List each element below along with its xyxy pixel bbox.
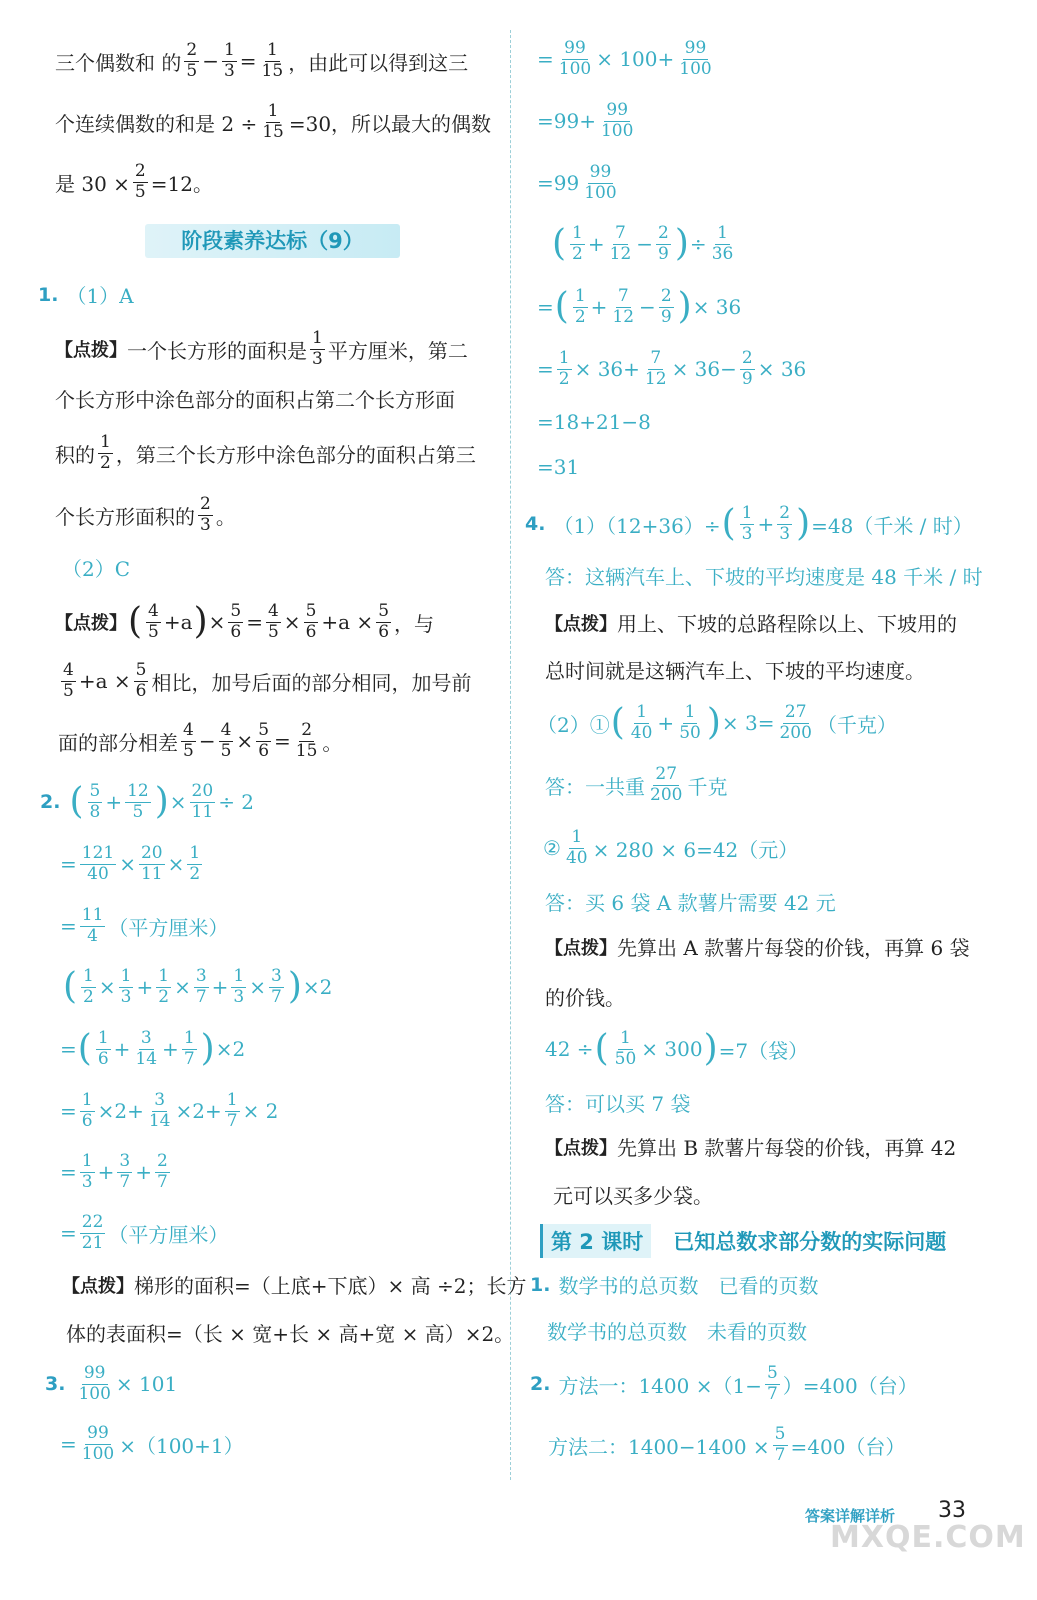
tip-line: $\frac{4}{5}$ +a × $\frac{5}{6}$ 相比，加号后面的部分相同，加号前	[63, 660, 472, 701]
parenthesis: (	[63, 966, 78, 1008]
answer-line: 答：买 6 袋 A 款薯片需要 42 元	[545, 891, 836, 915]
question-2-line: = $\frac{11}{4}$ （平方厘米）	[60, 905, 229, 946]
text-line: 是 30 × $\frac{2}{5}$ =12。	[55, 161, 213, 202]
question-2-line: = $\frac{1}{3}$ + $\frac{3}{7}$ + $\frac{2}{7}$	[60, 1151, 168, 1192]
fraction: $\frac{4}{5}$	[220, 720, 232, 761]
fraction: $\frac{2}{9}$	[741, 348, 753, 389]
fraction: $\frac{1}{2}$	[158, 966, 170, 1007]
question-2-line: ( $\frac{1}{2}$ × $\frac{1}{3}$ + $\frac{1}{2}$ × $\frac{3}{7}$ + $\frac{1}{3}$ × $\frac{3}{7}$ ) ×2	[63, 966, 333, 1008]
fraction: $\frac{1}{3}$	[312, 328, 323, 369]
lesson-header	[540, 1224, 1000, 1258]
lesson-question-2: 方法二：1400−1400 × $\frac{5}{7}$ =400（台）	[548, 1424, 906, 1465]
fraction: $\frac{1}{50}$	[679, 702, 701, 743]
parenthesis: )	[796, 503, 811, 545]
parenthesis: (	[610, 702, 625, 744]
calc-line: =99 $\frac{99}{100}$	[537, 162, 617, 203]
fraction: $\frac{1}{7}$	[183, 1028, 195, 1069]
tip-line: 的价钱。	[545, 986, 625, 1010]
fraction: $\frac{11}{4}$	[81, 905, 104, 946]
tip-line: 个长方形中涂色部分的面积占第二个长方形面	[55, 388, 455, 412]
parenthesis: (	[69, 781, 84, 823]
question-2-line: = $\frac{22}{21}$ （平方厘米）	[60, 1212, 229, 1253]
fraction: $\frac{2}{3}$	[779, 503, 791, 544]
fraction: $\frac{1}{2}$	[83, 966, 94, 1007]
lesson-question-1: 1. 数学书的总页数 已看的页数	[530, 1273, 819, 1298]
fraction: $\frac{99}{100}$	[558, 38, 592, 79]
fraction: $\frac{121}{40}$	[81, 843, 115, 884]
text-line: 三个偶数和 的 $\frac{2}{5}$ − $\frac{1}{3}$ = $\frac{1}{15}$ ，由此可以得到这三	[55, 40, 469, 81]
parenthesis: )	[154, 781, 169, 823]
fraction: $\frac{99}{100}$	[81, 1423, 115, 1464]
question-4-line: ② $\frac{1}{40}$ × 280 × 6=42（元）	[543, 827, 799, 868]
fraction: $\frac{1}{2}$	[572, 223, 583, 264]
question-3-line: = $\frac{99}{100}$ ×（100+1）	[60, 1423, 244, 1464]
fraction: $\frac{4}{5}$	[148, 601, 159, 642]
calc-line: ( $\frac{1}{2}$ + $\frac{7}{12}$ − $\frac{2}{9}$ ) ÷ $\frac{1}{36}$	[552, 223, 734, 265]
tip-line: 体的表面积=（长 × 宽+长 × 高+宽 × 高）×2。	[66, 1322, 515, 1346]
parenthesis: (	[594, 1028, 609, 1070]
fraction: $\frac{1}{3}$	[233, 966, 245, 1007]
parenthesis: )	[287, 966, 302, 1008]
question-2-line: = ( $\frac{1}{6}$ + $\frac{3}{14}$ + $\frac{1}{7}$ ) ×2	[60, 1028, 246, 1070]
lesson-title: 已知总数求部分数的实际问题	[673, 1230, 947, 1254]
calc-line: = $\frac{1}{2}$ × 36+ $\frac{7}{12}$ × 36− $\frac{2}{9}$ × 36	[537, 348, 807, 389]
fraction: $\frac{1}{2}$	[574, 286, 586, 327]
parenthesis: (	[721, 503, 736, 545]
tip-line: 【点拨】 先算出 A 款薯片每袋的价钱，再算 6 袋	[545, 936, 970, 960]
fraction: $\frac{5}{6}$	[305, 601, 317, 642]
text: 三个偶数和 的	[55, 50, 182, 75]
parenthesis: )	[200, 1028, 215, 1070]
fraction: $\frac{4}{5}$	[267, 601, 279, 642]
fraction: $\frac{1}{3}$	[120, 966, 132, 1007]
question-4-line: （2）① ( $\frac{1}{40}$ + $\frac{1}{50}$ ) × 3= $\frac{27}{200}$ （千克）	[537, 702, 897, 744]
tip-line: 【点拨】 ( $\frac{4}{5}$ +a ) × $\frac{5}{6}$ = $\frac{4}{5}$ × $\frac{5}{6}$ +a × $\frac{5}{6}$ ，与	[55, 601, 435, 643]
fraction: $\frac{5}{6}$	[378, 601, 390, 642]
fraction: $\frac{20}{11}$	[140, 843, 163, 884]
fraction: $\frac{2}{9}$	[660, 286, 672, 327]
parenthesis: )	[674, 223, 689, 265]
fraction: $\frac{3}{7}$	[271, 966, 282, 1007]
calc-line: =18+21−8	[537, 410, 651, 434]
question-1-b: （2）C	[62, 557, 131, 581]
fraction: $\frac{27}{200}$	[779, 702, 812, 743]
tip-line: 【点拨】 先算出 B 款薯片每袋的价钱，再算 42	[545, 1136, 957, 1160]
fraction: $\frac{7}{12}$	[612, 286, 635, 327]
tip-line: 【点拨】 用上、下坡的总路程除以上、下坡用的	[545, 612, 957, 636]
fraction: $\frac{3}{7}$	[195, 966, 207, 1007]
fraction: $\frac{1}{3}$	[741, 503, 753, 544]
fraction: $\frac{99}{100}$	[78, 1363, 111, 1404]
question-2-line: = $\frac{121}{40}$ × $\frac{20}{11}$ × $\frac{1}{2}$	[60, 843, 201, 884]
parenthesis: )	[193, 601, 208, 643]
parenthesis: (	[554, 286, 569, 328]
page-number: 33	[938, 1498, 966, 1523]
fraction: $\frac{1}{15}$	[262, 101, 284, 142]
fraction: $\frac{5}{7}$	[766, 1363, 778, 1404]
footer-label: 答案详解详析	[805, 1507, 896, 1525]
parenthesis: (	[552, 223, 567, 265]
fraction: $\frac{1}{2}$	[100, 432, 111, 473]
fraction: $\frac{1}{3}$	[223, 40, 235, 81]
fraction: $\frac{7}{12}$	[644, 348, 667, 389]
tip-line: 积的 $\frac{1}{2}$ ，第三个长方形中涂色部分的面积占第三	[55, 432, 476, 473]
fraction: $\frac{22}{21}$	[81, 1212, 104, 1253]
question-3-line: 3. $\frac{99}{100}$ × 101	[45, 1363, 178, 1404]
calc-line: =31	[537, 455, 580, 479]
tip-line: 个长方形面积的 $\frac{2}{3}$ 。	[55, 494, 236, 535]
calc-line: = ( $\frac{1}{2}$ + $\frac{7}{12}$ − $\frac{2}{9}$ ) × 36	[537, 286, 742, 328]
tip-line: 【点拨】 梯形的面积=（上底+下底）× 高 ÷2；长方	[62, 1274, 527, 1298]
fraction: $\frac{2}{5}$	[134, 161, 146, 202]
fraction: $\frac{2}{7}$	[156, 1151, 168, 1192]
fraction: $\frac{1}{15}$	[261, 40, 284, 81]
fraction: $\frac{1}{2}$	[558, 348, 570, 389]
calc-line: = $\frac{99}{100}$ × 100+ $\frac{99}{100}$	[537, 38, 712, 79]
fraction: $\frac{1}{40}$	[565, 827, 588, 868]
fraction: $\frac{2}{5}$	[186, 40, 198, 81]
fraction: $\frac{5}{7}$	[774, 1424, 786, 1465]
fraction: $\frac{2}{9}$	[658, 223, 669, 264]
fraction: $\frac{99}{100}$	[584, 162, 617, 203]
fraction: $\frac{2}{3}$	[200, 494, 211, 535]
fraction: $\frac{3}{14}$	[148, 1090, 171, 1131]
parenthesis: )	[706, 702, 721, 744]
parenthesis: )	[703, 1028, 718, 1070]
fraction: $\frac{12}{5}$	[127, 781, 149, 822]
fraction: $\frac{5}{8}$	[89, 781, 101, 822]
tip-line: 【点拨】 一个长方形的面积是 $\frac{1}{3}$ 平方厘米，第二	[55, 328, 468, 369]
section-banner: 阶段素养达标（9）	[145, 224, 400, 258]
answer-line: 答：一共重 $\frac{27}{200}$ 千克	[545, 764, 728, 805]
fraction: $\frac{1}{6}$	[97, 1028, 109, 1069]
fraction: $\frac{1}{3}$	[81, 1151, 93, 1192]
fraction: $\frac{1}{40}$	[630, 702, 653, 743]
calc-line: =99+ $\frac{99}{100}$	[537, 100, 634, 141]
fraction: $\frac{5}{6}$	[258, 720, 270, 761]
fraction: $\frac{99}{100}$	[679, 38, 712, 79]
answer-line: 答：这辆汽车上、下坡的平均速度是 48 千米 / 时	[545, 565, 983, 589]
lesson-question-2: 2. 方法一：1400 ×（1− $\frac{5}{7}$ ）=400（台）	[530, 1363, 918, 1404]
fraction: $\frac{5}{6}$	[135, 660, 147, 701]
fraction: $\frac{27}{200}$	[650, 764, 683, 805]
fraction: $\frac{1}{36}$	[711, 223, 734, 264]
fraction: $\frac{4}{5}$	[63, 660, 74, 701]
fraction: $\frac{4}{5}$	[183, 720, 194, 761]
question-2-line: 2. ( $\frac{5}{8}$ + $\frac{12}{5}$ ) × $\frac{20}{11}$ ÷ 2	[40, 781, 255, 823]
fraction: $\frac{1}{7}$	[226, 1090, 238, 1131]
question-2-line: = $\frac{1}{6}$ ×2+ $\frac{3}{14}$ ×2+ $\frac{1}{7}$ × 2	[60, 1090, 279, 1131]
fraction: $\frac{1}{6}$	[81, 1090, 93, 1131]
tip-line: 总时间就是这辆汽车上、下坡的平均速度。	[545, 659, 925, 683]
fraction: $\frac{3}{7}$	[119, 1151, 131, 1192]
column-divider	[510, 30, 511, 1480]
fraction: $\frac{2}{15}$	[295, 720, 318, 761]
fraction: $\frac{5}{6}$	[230, 601, 242, 642]
parenthesis: )	[677, 286, 692, 328]
answer-line: 答：可以买 7 袋	[545, 1092, 691, 1116]
parenthesis: (	[77, 1028, 92, 1070]
fraction: $\frac{99}{100}$	[600, 100, 634, 141]
text-line: 个连续偶数的和是 2 ÷ $\frac{1}{15}$ =30，所以最大的偶数	[55, 101, 492, 142]
watermark: MXQE.COM	[830, 1520, 1026, 1555]
lesson-tag: 第 2 课时	[540, 1224, 651, 1258]
question-1-a: 1. （1）A	[38, 283, 134, 308]
fraction: $\frac{3}{14}$	[135, 1028, 158, 1069]
lesson-question-1: 数学书的总页数 未看的页数	[547, 1320, 807, 1344]
tip-line: 元可以买多少袋。	[553, 1184, 713, 1208]
fraction: $\frac{1}{2}$	[189, 843, 201, 884]
tip-line: 面的部分相差 $\frac{4}{5}$ − $\frac{4}{5}$ × $\frac{5}{6}$ = $\frac{2}{15}$ 。	[58, 720, 343, 761]
parenthesis: (	[128, 601, 143, 643]
fraction: $\frac{20}{11}$	[191, 781, 214, 822]
question-4-line: 4. （1）（12+36）÷ ( $\frac{1}{3}$ + $\frac{2}{3}$ ) =48（千米 / 时）	[525, 503, 973, 545]
fraction: $\frac{1}{50}$	[614, 1028, 637, 1069]
fraction: $\frac{7}{12}$	[609, 223, 632, 264]
question-4-line: 42 ÷ ( $\frac{1}{50}$ × 300 ) =7（袋）	[545, 1028, 809, 1070]
